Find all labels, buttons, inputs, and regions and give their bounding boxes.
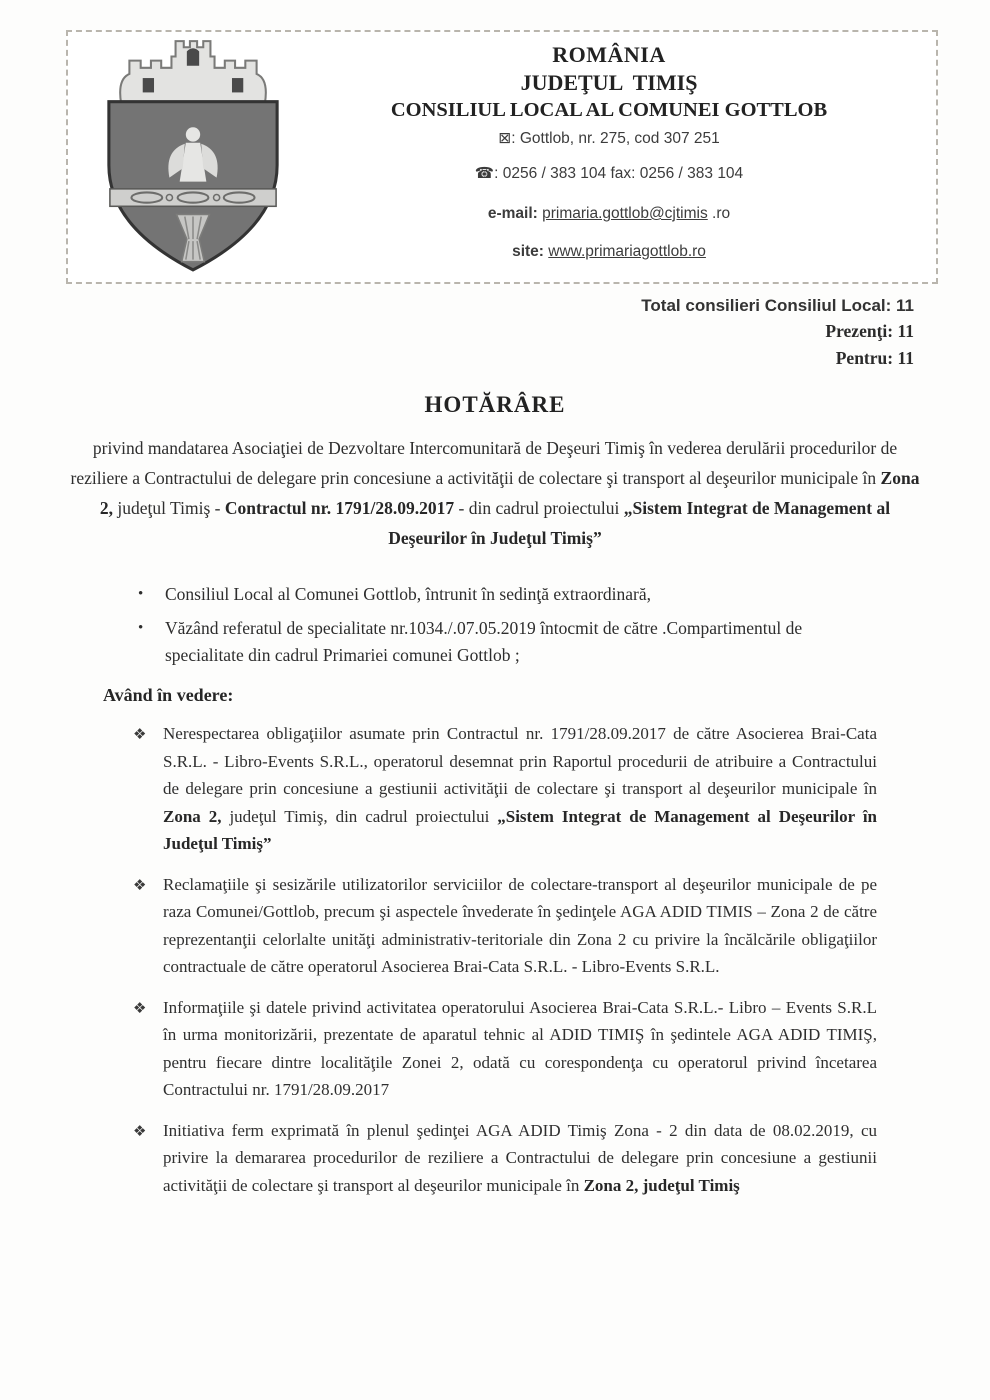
considerations-list [133,720,877,1199]
bullet-icon: • [138,586,144,602]
present-counselors: Prezenţi: 11 [825,321,914,341]
subtitle-text: privind mandatarea Asociaţiei de Dezvoltare Intercomunitară de Deşeuri Timiş în vederea derulării procedurilor de reziliere a Contractului de delegare prin concesiune a activităţii de colectare şi transport al deşeurilor municipale în [70,438,898,488]
consideration-bold-project: „Sistem Integrat de Management al Deşeurilor în Judeţul Timiş” [163,806,877,853]
email-link[interactable]: primaria.gottlob@cjtimis [542,205,708,222]
consideration-text: judeţul Timiş, din cadrul proiectului [221,806,498,826]
list-item [133,871,877,981]
phone-icon: ☎ [474,164,495,182]
intro-bullet-list [138,581,884,669]
list-item [138,581,884,608]
votes-for: Pentru: 11 [835,348,914,368]
consideration-text: Initiativa ferm exprimată în plenul şedinţei AGA ADID Timiş Zona - 2 din data de 08.02.2019, cu privire la demararea procedurilor de reziliere a Contractului de delegare prin concesiune a gestiunii activităţii de colectare şi transport al deşeurilor municipale în [163,1120,877,1195]
address-line [318,129,900,148]
letterhead-text [318,32,936,282]
subtitle-text: - din cadrul proiectului [454,498,624,518]
subtitle-bold-contract: Contractul nr. 1791/28.09.2017 [224,498,455,518]
list-item [133,994,877,1104]
site-link[interactable]: www.primariagottlob.ro [548,243,706,260]
document-subtitle [66,433,924,553]
consideration-bold-zona: Zona 2, judeţul Timiş [583,1175,740,1195]
email-label: e-mail: [487,205,538,222]
intro-item-text: Văzând referatul de specialitate nr.1034./.07.05.2019 întocmit de către .Compartimentul de specialitate din cadrul Primariei comunei Gottlob ; [165,618,803,665]
consideration-text: Informaţiile şi datele privind activitatea operatorului Asocierea Brai-Cata S.R.L.- Libro – Events S.R.L în urma monitorizării, prezentate de aparatul tehnic al ADID TIMIŞ în şedintele AGA ADID TIMIŞ, pentru fiecare dintre localităţile Zonei 2, odată cu corespondenţa cu operatorul privind încetarea Contractului nr. 1791/28.09.2017 [163,997,877,1099]
envelope-icon: ⊠ [498,129,512,147]
diamond-bullet-icon: ❖ [133,875,147,894]
list-item [138,615,884,669]
intro-item-text: Consiliul Local al Comunei Gottlob, întrunit în sedinţă extraordinară, [165,584,652,604]
diamond-bullet-icon: ❖ [133,998,147,1017]
email-suffix: .ro [707,205,731,222]
subtitle-bold-zona: Zona 2, [99,468,920,518]
consideration-bold-zona: Zona 2, [163,806,222,826]
country-title: ROMÂNIA [552,42,666,67]
address-text: : Gottlob, nr. 275, cod 307 251 [511,130,720,147]
total-counselors: Total consilieri Consiliul Local: 11 [641,296,914,315]
diamond-bullet-icon: ❖ [133,1121,147,1140]
county-title: JUDEŢUL TIMIŞ [520,70,698,95]
diamond-bullet-icon: ❖ [133,725,147,743]
site-label: site: [512,243,544,260]
coat-of-arms [68,32,318,282]
subtitle-text: judeţul Timiş - [113,498,225,518]
council-counters [641,296,914,370]
consideration-text: Nerespectarea obligaţiilor asumate prin Contractul nr. 1791/28.09.2017 de către Asocierea Brai-Cata S.R.L. - Libro-Events S.R.L., operatorul desemnat prin Raportul procedurii de atribuire a Contractului de delegare prin concesiune a gestiunii activităţii de colectare şi transport al deşeurilor municipale în [163,724,877,798]
list-item [133,1117,877,1200]
list-item [133,720,877,858]
bullet-icon: • [138,620,144,636]
document-title: HOTĂRÂRE [424,392,566,417]
coat-of-arms-graphic [90,36,296,274]
phone-text: : 0256 / 383 104 fax: 0256 / 383 104 [494,165,744,182]
site-line [318,243,900,261]
phone-line [318,164,900,183]
letterhead-box [66,30,938,284]
consideration-text: Reclamaţiile şi sesizările utilizatorilor serviciilor de colectare-transport al deşeurilor municipale de pe raza Comunei/Gottlob, precum şi aspectele învederate în şedinţele AGA ADID TIMIS – Zona 2 de către reprezentanţii celorlalte unităţi administrativ-teritoriale din Zona 2 cu privire la încălcările obligaţiilor contractuale de către operatorul Asocierea Brai-Cata S.R.L. - Libro-Events S.R.L. [163,874,877,976]
council-title: CONSILIUL LOCAL AL COMUNEI GOTTLOB [390,99,828,121]
subtitle-bold-project: „Sistem Integrat de Management al Deşeurilor în Judeţul Timiş” [388,498,891,548]
email-line [318,205,900,223]
having-regard-heading: Având în vedere: [103,685,234,705]
document-body [0,392,990,1199]
